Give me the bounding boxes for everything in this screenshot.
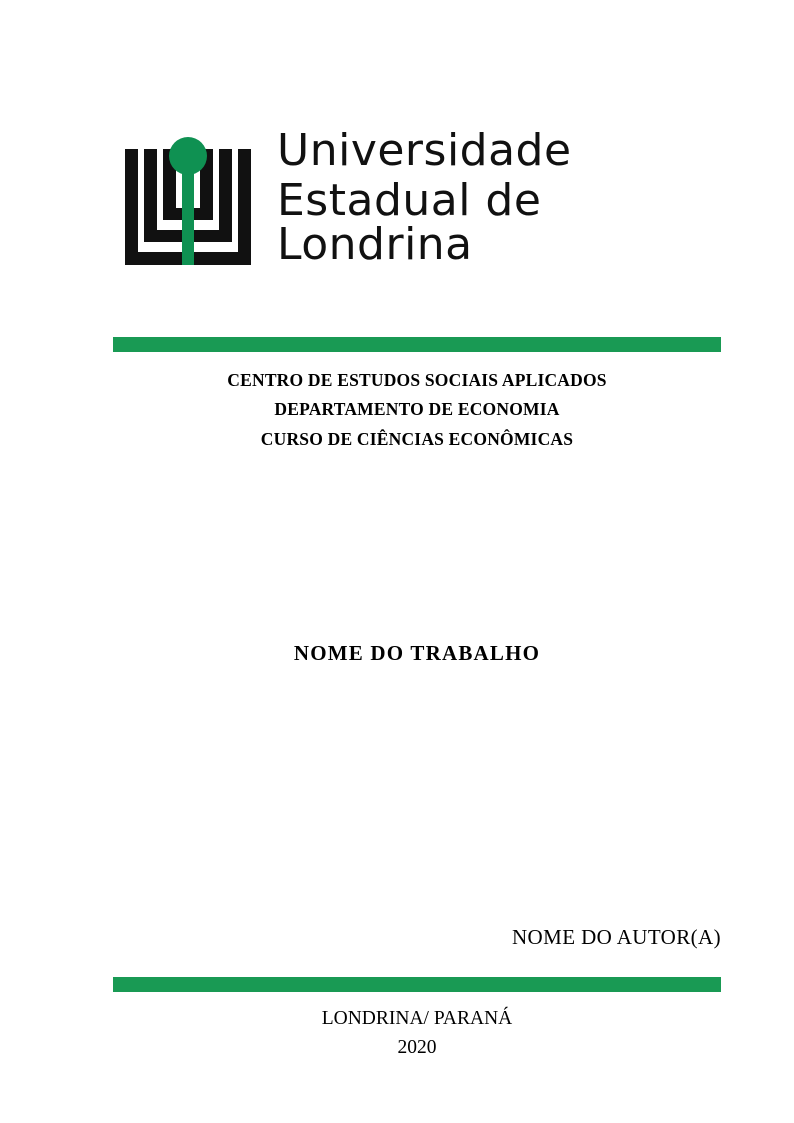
university-wordmark [277,125,639,270]
heading-line-course: CURSO DE CIÊNCIAS ECONÔMICAS [260,428,574,449]
divider-top [113,337,721,352]
footer-year: 2020 [397,1037,437,1059]
uel-logo-mark-icon [125,131,251,265]
divider-bottom [113,977,721,992]
footer-block [113,1004,721,1063]
author-name: NOME DO AUTOR(A) [511,925,721,949]
footer-place: LONDRINA/ PARANÁ [321,1008,513,1029]
heading-line-department: DEPARTAMENTO DE ECONOMIA [274,399,560,420]
university-name-line2: Estadual de Londrina [277,175,542,270]
university-logo [113,113,639,283]
page-title: NOME DO TRABALHO [293,641,541,665]
heading-line-center: CENTRO DE ESTUDOS SOCIAIS APLICADOS [227,370,607,390]
university-name-line1: Universidade [277,125,572,176]
department-heading [113,366,721,454]
